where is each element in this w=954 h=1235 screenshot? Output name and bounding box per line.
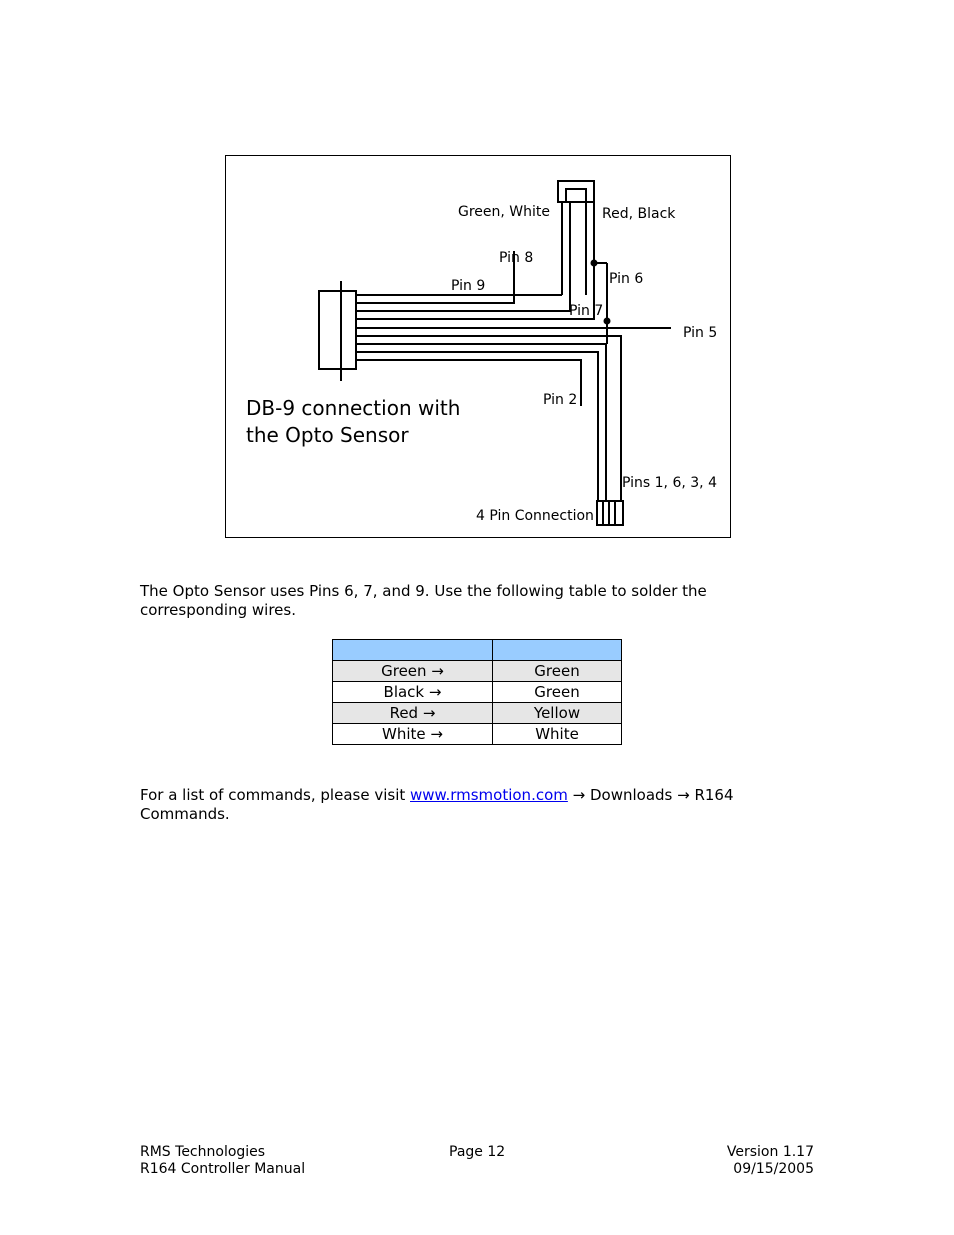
wire-color-table bbox=[332, 639, 622, 745]
footer-manual: R164 Controller Manual bbox=[140, 1161, 306, 1177]
commands-suffix: → Downloads → R164 Commands. bbox=[140, 786, 734, 823]
table-cell-to: Green bbox=[493, 661, 622, 682]
footer-company: RMS Technologies bbox=[140, 1144, 266, 1160]
footer-center bbox=[449, 1144, 505, 1161]
footer-version: Version 1.17 bbox=[726, 1144, 814, 1160]
label-pin2: Pin 2 bbox=[543, 392, 578, 408]
wiring-diagram bbox=[225, 155, 731, 538]
table-row bbox=[333, 724, 622, 745]
table-cell-from: White → bbox=[333, 724, 493, 745]
table-header-to bbox=[493, 640, 622, 661]
table-header-row bbox=[333, 640, 622, 661]
table-cell-from: Black → bbox=[333, 682, 493, 703]
intro-paragraph: The Opto Sensor uses Pins 6, 7, and 9. Use the following table to solder the corresponding wires. bbox=[140, 582, 707, 619]
diagram-title-line2: the Opto Sensor bbox=[246, 423, 409, 447]
label-pin7: Pin 7 bbox=[569, 303, 604, 319]
table-row bbox=[333, 703, 622, 724]
wiring-diagram-svg bbox=[226, 156, 732, 539]
table-cell-to: Green bbox=[493, 682, 622, 703]
table-cell-to: White bbox=[493, 724, 622, 745]
db9-connector bbox=[319, 291, 356, 369]
label-pin8: Pin 8 bbox=[499, 250, 534, 266]
table-row bbox=[333, 682, 622, 703]
db9-wires bbox=[356, 202, 671, 501]
four-pin-connector bbox=[597, 501, 623, 525]
pin6-junction bbox=[591, 260, 598, 267]
label-pin9: Pin 9 bbox=[451, 278, 486, 294]
label-four-pin-connection: 4 Pin Connection bbox=[476, 508, 594, 524]
table-header-from bbox=[333, 640, 493, 661]
diagram-title-line1: DB-9 connection with bbox=[246, 396, 461, 420]
table-row bbox=[333, 661, 622, 682]
label-green-white: Green, White bbox=[458, 204, 551, 220]
table-cell-to: Yellow bbox=[493, 703, 622, 724]
label-pins-1634: Pins 1, 6, 3, 4 bbox=[622, 475, 717, 491]
label-pin6: Pin 6 bbox=[609, 271, 644, 287]
footer-page-number: Page 12 bbox=[449, 1144, 506, 1160]
pin5-junction bbox=[604, 318, 611, 325]
commands-paragraph bbox=[140, 786, 800, 824]
table-cell-from: Green → bbox=[333, 661, 493, 682]
rmsmotion-link[interactable]: www.rmsmotion.com bbox=[410, 786, 568, 804]
footer-date: 09/15/2005 bbox=[733, 1161, 814, 1177]
label-pin5: Pin 5 bbox=[683, 325, 718, 341]
footer-right bbox=[727, 1144, 814, 1178]
footer-left bbox=[140, 1144, 305, 1178]
table-cell-from: Red → bbox=[333, 703, 493, 724]
label-red-black: Red, Black bbox=[602, 206, 676, 222]
commands-prefix: For a list of commands, please visit bbox=[140, 786, 411, 804]
